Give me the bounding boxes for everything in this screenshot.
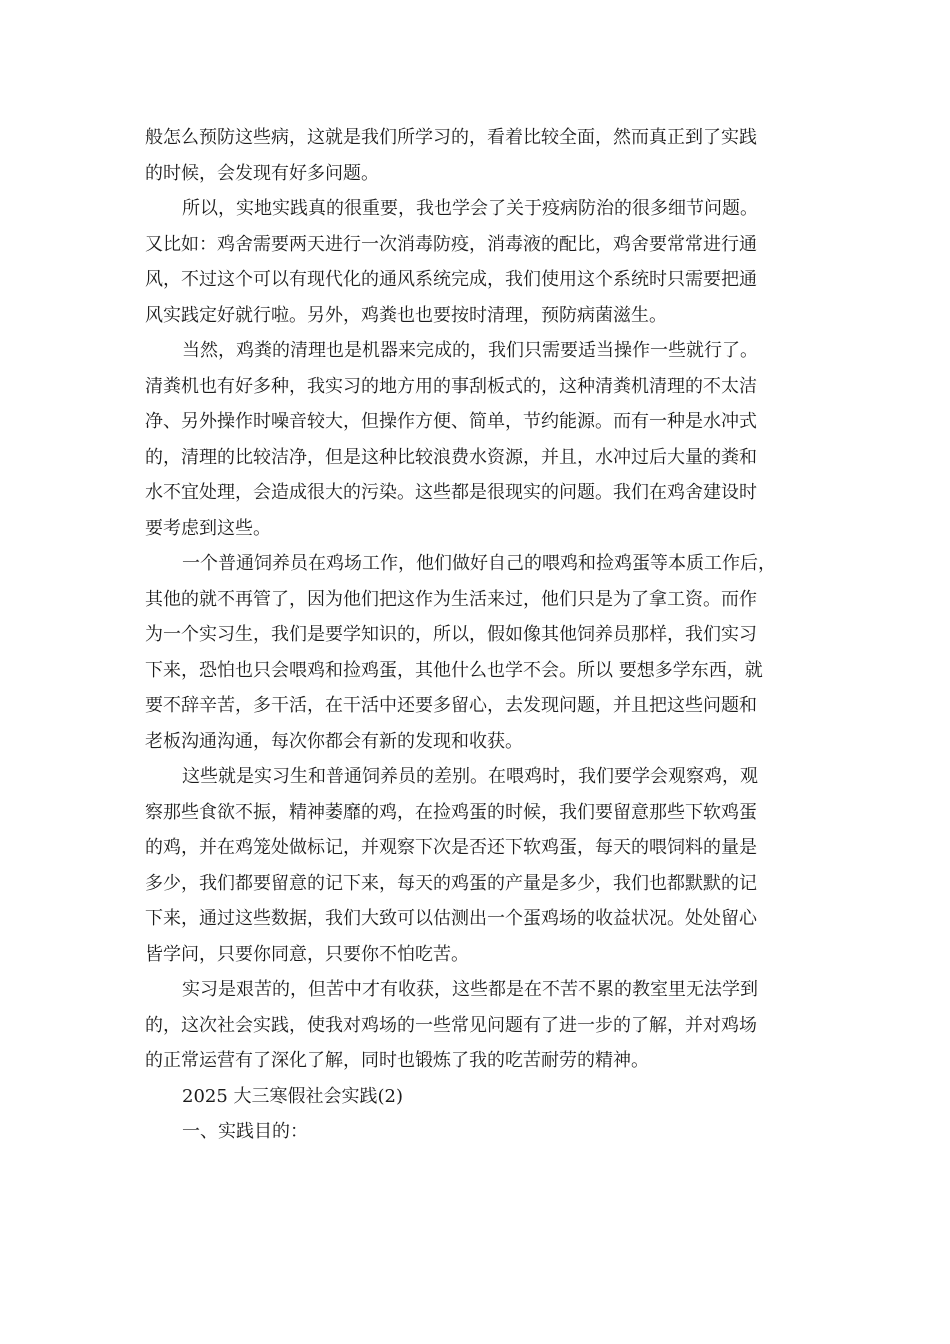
- text-line: 又比如：鸡舍需要两天进行一次消毒防疫，消毒液的配比，鸡舍要常常进行通: [145, 233, 757, 255]
- paragraph-start-line: 实习是艰苦的，但苦中才有收获，这些都是在不苦不累的教室里无法学到: [182, 979, 758, 1000]
- text-line: 的，这次社会实践，使我对鸡场的一些常见问题有了进一步的了解，并对鸡场: [145, 1014, 757, 1036]
- paragraph-start-line: 一个普通饲养员在鸡场工作，他们做好自己的喂鸡和捡鸡蛋等本质工作后，: [182, 553, 776, 574]
- text-line: 风实践定好就行啦。另外，鸡粪也也要按时清理，预防病菌滋生。: [145, 304, 667, 326]
- text-line: 的时候，会发现有好多问题。: [145, 162, 379, 184]
- text-line: 的鸡，并在鸡笼处做标记，并观察下次是否还下软鸡蛋，每天的喂饲料的量是: [145, 837, 757, 858]
- paragraph-start-line: 当然，鸡粪的清理也是机器来完成的，我们只需要适当操作一些就行了。: [182, 340, 758, 361]
- text-line: 水不宜处理，会造成很大的污染。这些都是很现实的问题。我们在鸡舍建设时: [145, 482, 757, 503]
- text-line: 下来，恐怕也只会喂鸡和捡鸡蛋，其他什么也学不会。所以 要想多学东西，就: [145, 659, 763, 681]
- text-line: 察那些食欲不振，精神萎靡的鸡，在捡鸡蛋的时候，我们要留意那些下软鸡蛋: [145, 801, 757, 823]
- subsection-heading: 一、实践目的：: [182, 1121, 308, 1142]
- text-line: 风，不过这个可以有现代化的通风系统完成，我们使用这个系统时只需要把通: [145, 269, 757, 290]
- text-line: 要考虑到这些。: [145, 517, 271, 539]
- text-line: 多少，我们都要留意的记下来，每天的鸡蛋的产量是多少，我们也都默默的记: [145, 872, 757, 894]
- paragraph-start-line: 所以，实地实践真的很重要，我也学会了关于疫病防治的很多细节问题。: [182, 198, 758, 219]
- text-line: 下来，通过这些数据，我们大致可以估测出一个蛋鸡场的收益状况。处处留心: [145, 908, 757, 929]
- text-line: 要不辞辛苦，多干活，在干活中还要多留心，去发现问题，并且把这些问题和: [145, 695, 757, 716]
- text-line: 老板沟通沟通，每次你都会有新的发现和收获。: [145, 730, 523, 752]
- section-heading: 2025 大三寒假社会实践(2): [182, 1085, 404, 1107]
- text-line: 的，清理的比较洁净，但是这种比较浪费水资源，并且，水冲过后大量的粪和: [145, 446, 757, 468]
- text-line: 为一个实习生，我们是要学知识的，所以，假如像其他饲养员那样，我们实习: [145, 624, 757, 645]
- text-line: 的正常运营有了深化了解，同时也锻炼了我的吃苦耐劳的精神。: [145, 1050, 649, 1071]
- text-line: 清粪机也有好多种，我实习的地方用的事刮板式的，这种清粪机清理的不太洁: [145, 375, 757, 397]
- document-body: [145, 120, 805, 1150]
- paragraph-start-line: 这些就是实习生和普通饲养员的差别。在喂鸡时，我们要学会观察鸡，观: [182, 766, 758, 787]
- text-line: 般怎么预防这些病，这就是我们所学习的，看着比较全面，然而真正到了实践: [145, 127, 757, 148]
- text-line: 皆学问，只要你同意，只要你不怕吃苦。: [145, 943, 469, 965]
- text-line: 净、另外操作时噪音较大，但操作方便、简单，节约能源。而有一种是水冲式: [145, 411, 757, 432]
- text-line: 其他的就不再管了，因为他们把这作为生活来过，他们只是为了拿工资。而作: [145, 588, 757, 610]
